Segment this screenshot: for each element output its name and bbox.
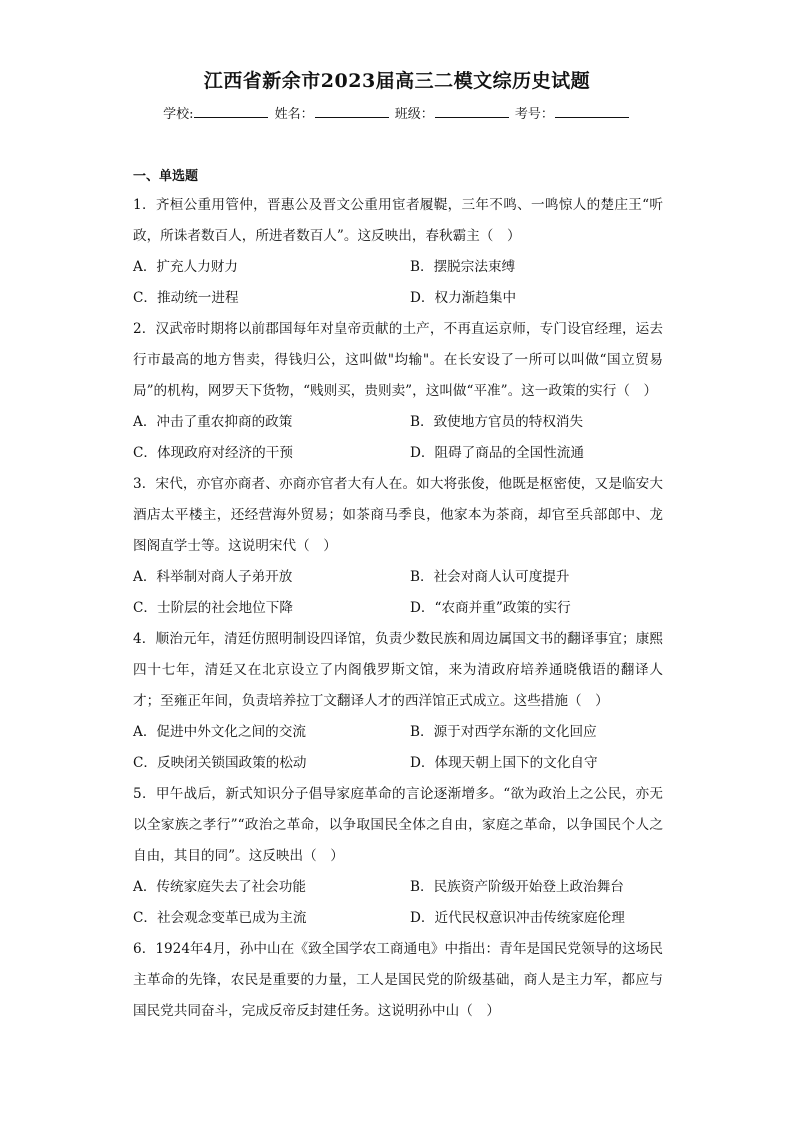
option-b[interactable]: B．摆脱宗法束缚 xyxy=(410,259,516,275)
option-a[interactable]: A．传统家庭失去了社会功能 xyxy=(133,879,306,895)
option-d[interactable]: D．近代民权意识冲击传统家庭伦理 xyxy=(410,910,625,926)
option-b[interactable]: B．民族资产阶级开始登上政治舞台 xyxy=(410,879,624,895)
question-stem: 2．汉武帝时期将以前郡国每年对皇帝贡献的土产，不再直运京师，专门设官经理，运去行市最高的地方售卖，得钱归公，这叫做"均输"。在长安设了一所可以叫做“国立贸易局”的机构，网罗天下货物，“贱则买，贵则卖”，这叫做“平准”。这一政策的实行（ ） xyxy=(133,321,663,399)
name-blank[interactable] xyxy=(315,105,389,118)
question-stem: 5．甲午战后，新式知识分子倡导家庭革命的言论逐渐增多。“欲为政治上之公民，亦无以全家族之孝行”“政治之革命，以争取国民全体之自由，家庭之革命，以争国民个人之自由，其目的同”。这反映出（ ） xyxy=(133,786,663,864)
option-a[interactable]: A．冲击了重农抑商的政策 xyxy=(133,414,293,430)
page-title: 江西省新余市2023届高三二模文综历史试题 xyxy=(203,70,591,92)
option-grid xyxy=(133,407,663,469)
question-3 xyxy=(133,469,663,624)
option-a[interactable]: A．促进中外文化之间的交流 xyxy=(133,724,306,740)
option-d[interactable]: D．权力渐趋集中 xyxy=(410,290,517,306)
question-stem: 6．1924年4月，孙中山在《致全国学农工商通电》中指出：青年是国民党领导的这场民主革命的先锋，农民是重要的力量，工人是国民党的阶级基础，商人是主力军，都应与国民党共同奋斗，完成反帝反封建任务。这说明孙中山（ ） xyxy=(133,941,663,1019)
option-grid xyxy=(133,872,663,934)
option-c[interactable]: C．社会观念变革已成为主流 xyxy=(133,910,307,926)
option-b[interactable]: B．致使地方官员的特权消失 xyxy=(410,414,584,430)
option-c[interactable]: C．体现政府对经济的干预 xyxy=(133,445,293,461)
option-d[interactable]: D．“农商并重”政策的实行 xyxy=(410,600,571,616)
option-grid xyxy=(133,717,663,779)
option-d[interactable]: D．体现天朝上国下的文化自守 xyxy=(410,755,598,771)
question-6 xyxy=(133,934,663,1027)
option-b[interactable]: B．社会对商人认可度提升 xyxy=(410,569,570,585)
question-stem: 3．宋代，亦官亦商者、亦商亦官者大有人在。如大将张俊，他既是枢密使，又是临安大酒店太平楼主，还经营海外贸易；如茶商马季良，他家本为茶商，却官至兵部郎中、龙图阁直学士等。这说明宋代（ ） xyxy=(133,476,663,554)
option-grid xyxy=(133,562,663,624)
question-5 xyxy=(133,779,663,934)
option-d[interactable]: D．阻碍了商品的全国性流通 xyxy=(410,445,585,461)
question-stem: 1．齐桓公重用管仲，晋惠公及晋文公重用宦者履鞮，三年不鸣、一鸣惊人的楚庄王“听政，所诛者数百人，所进者数百人”。这反映出，春秋霸主（ ） xyxy=(133,197,663,244)
option-b[interactable]: B．源于对西学东渐的文化回应 xyxy=(410,724,597,740)
student-info-line xyxy=(0,103,794,122)
school-label: 学校: xyxy=(163,107,194,122)
exam-number-blank[interactable] xyxy=(555,105,629,118)
class-label: 班级： xyxy=(394,107,434,122)
question-1 xyxy=(133,190,663,314)
question-4 xyxy=(133,624,663,779)
section-title: 一、单选题 xyxy=(133,169,199,184)
school-blank[interactable] xyxy=(194,105,268,118)
question-2 xyxy=(133,314,663,469)
option-a[interactable]: A．科举制对商人子弟开放 xyxy=(133,569,293,585)
option-a[interactable]: A．扩充人力财力 xyxy=(133,259,238,275)
class-blank[interactable] xyxy=(435,105,509,118)
option-c[interactable]: C．推动统一进程 xyxy=(133,290,239,306)
question-stem: 4．顺治元年，清廷仿照明制设四译馆，负责少数民族和周边属国文书的翻译事宜；康熙四十七年，清廷又在北京设立了内阁俄罗斯文馆，来为清政府培养通晓俄语的翻译人才；至雍正年间，负责培养拉丁文翻译人才的西洋馆正式成立。这些措施（ ） xyxy=(133,631,663,709)
question-list xyxy=(133,190,663,1027)
option-grid xyxy=(133,252,663,314)
option-c[interactable]: C．反映闭关锁国政策的松动 xyxy=(133,755,307,771)
option-c[interactable]: C．士阶层的社会地位下降 xyxy=(133,600,293,616)
exam-number-label: 考号： xyxy=(514,107,554,122)
name-label: 姓名： xyxy=(274,107,314,122)
